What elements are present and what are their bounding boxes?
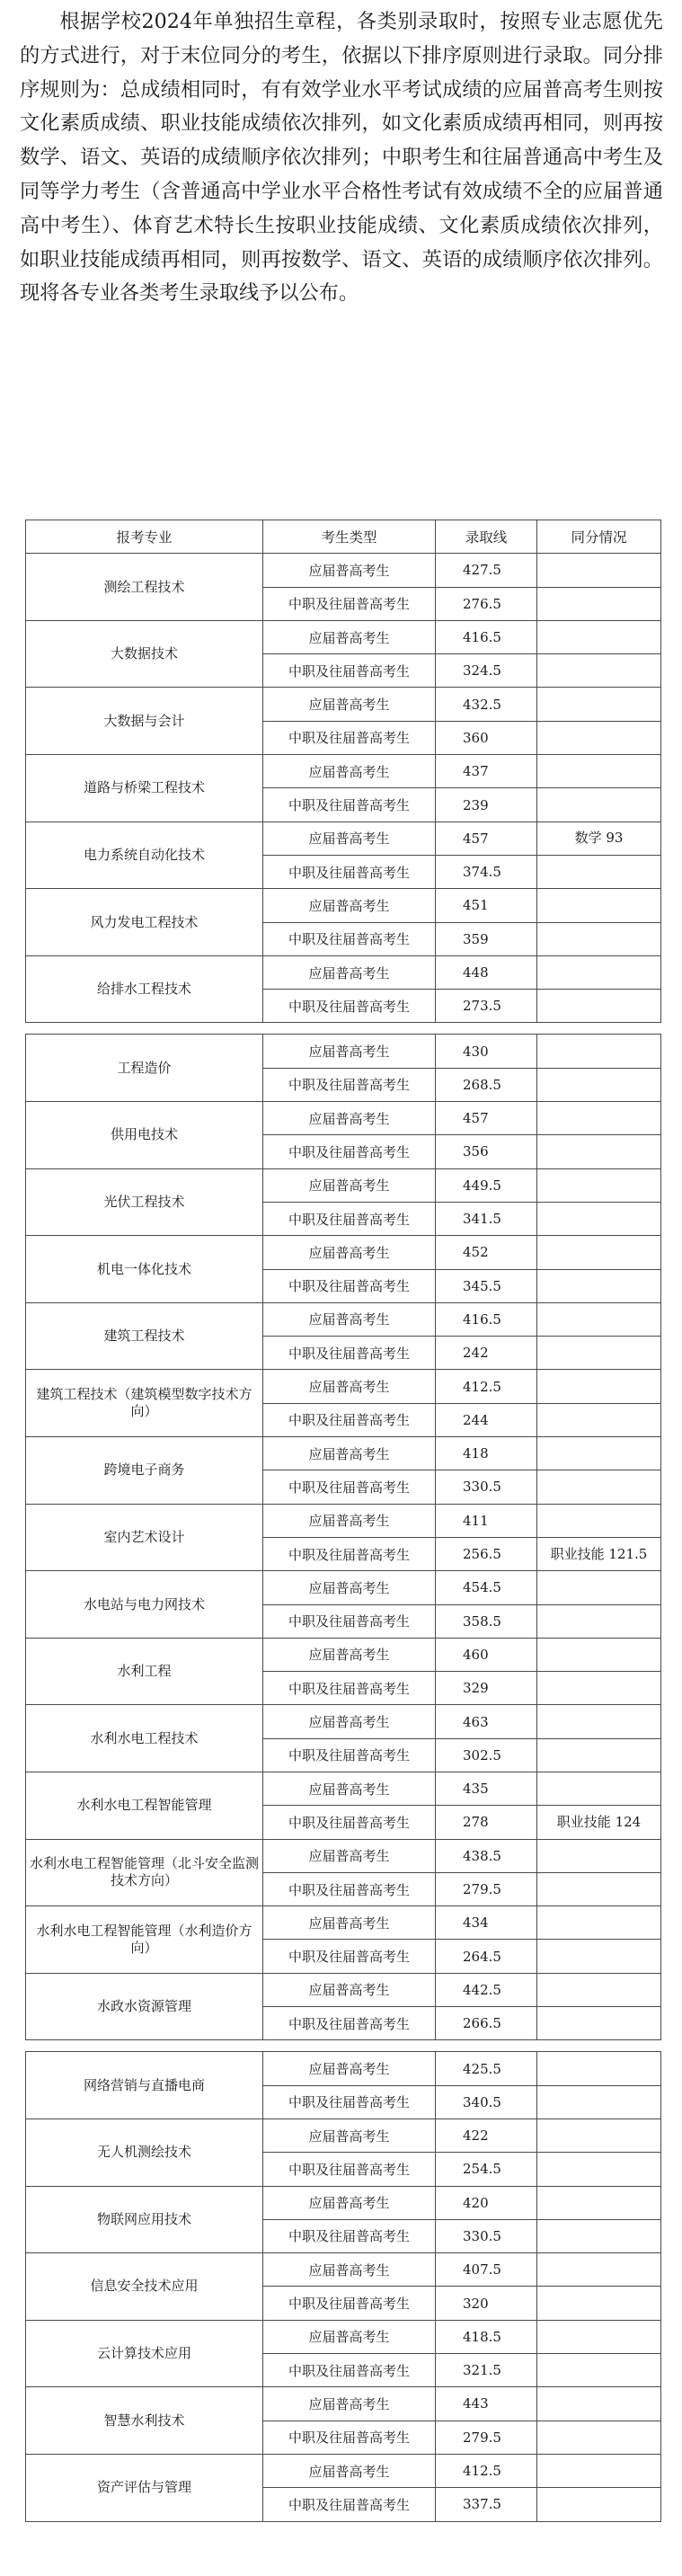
table-row (26, 1035, 661, 1068)
table-row (26, 620, 661, 653)
cutoff-score-cell: 256.5 (436, 1537, 537, 1570)
tie-info-cell (537, 1202, 661, 1235)
cutoff-score-cell: 451 (436, 889, 537, 922)
tie-info-cell (537, 2153, 661, 2186)
candidate-type-cell: 应届普高考生 (263, 2052, 436, 2085)
table-row (26, 755, 661, 788)
candidate-type-cell: 中职及往届普高考生 (263, 721, 436, 754)
tie-info-cell (537, 1168, 661, 1202)
table-row (26, 2454, 661, 2487)
cutoff-score-cell: 411 (436, 1504, 537, 1537)
table-row (26, 2186, 661, 2219)
cutoff-score-cell: 412.5 (436, 2454, 537, 2487)
cutoff-score-cell: 460 (436, 1638, 537, 1671)
cutoff-score-cell: 359 (436, 922, 537, 955)
table-row (26, 2320, 661, 2353)
tie-info-cell (537, 1370, 661, 1403)
cutoff-score-cell: 264.5 (436, 1940, 537, 1973)
gap-cell (537, 2040, 661, 2052)
candidate-type-cell: 中职及往届普高考生 (263, 587, 436, 620)
table-row (26, 1772, 661, 1805)
cutoff-score-cell: 268.5 (436, 1068, 537, 1101)
cutoff-score-cell: 407.5 (436, 2253, 537, 2287)
cutoff-score-cell: 449.5 (436, 1168, 537, 1202)
cutoff-score-cell: 454.5 (436, 1571, 537, 1604)
tie-info-cell (537, 1269, 661, 1302)
cutoff-score-cell: 341.5 (436, 1202, 537, 1235)
table-row (26, 1236, 661, 1269)
major-name-cell: 水利水电工程智能管理 (26, 1772, 263, 1839)
tie-info-cell (537, 2119, 661, 2152)
candidate-type-cell: 中职及往届普高考生 (263, 1604, 436, 1638)
table-row (26, 1705, 661, 1738)
intro-paragraph: 根据学校2024年单独招生章程，各类别录取时，按照专业志愿优先的方式进行，对于末位同分的考生，依据以下排序原则进行录取。同分排序规则为：总成绩相同时，有有效学业水平考试成绩的应届普高考生则按文化素质成绩、职业技能成绩依次排列，如文化素质成绩再相同，则再按数学、语文、英语的成绩顺序依次排列；中职考生和往届普通高中考生及同等学力考生（含普通高中学业水平合格性考试有效成绩不全的应届普通高中考生）、体育艺术特长生按职业技能成绩、文化素质成绩依次排列，如职业技能成绩再相同，则再按数学、语文、英语的成绩顺序依次排列。现将各专业各类考生录取线予以公布。 (20, 10, 663, 306)
table-row (26, 1168, 661, 1202)
candidate-type-cell: 应届普高考生 (263, 554, 436, 587)
cutoff-score-cell: 266.5 (436, 2007, 537, 2040)
gap-cell (436, 2040, 537, 2052)
tie-info-cell (537, 587, 661, 620)
tie-info-cell (537, 688, 661, 721)
tie-info-cell (537, 955, 661, 989)
candidate-type-cell: 应届普高考生 (263, 1035, 436, 1068)
cutoff-score-cell: 412.5 (436, 1370, 537, 1403)
tie-info-cell (537, 2219, 661, 2252)
major-name-cell: 道路与桥梁工程技术 (26, 755, 263, 822)
tie-info-cell (537, 554, 661, 587)
tie-info-cell (537, 1102, 661, 1135)
candidate-type-cell: 中职及往届普高考生 (263, 1738, 436, 1772)
candidate-type-cell: 中职及往届普高考生 (263, 1672, 436, 1705)
major-name-cell: 建筑工程技术 (26, 1302, 263, 1370)
gap-cell (26, 2040, 263, 2052)
table-row (26, 1906, 661, 1940)
cutoff-score-cell: 443 (436, 2387, 537, 2421)
major-name-cell: 大数据与会计 (26, 688, 263, 755)
tie-info-cell (537, 2488, 661, 2521)
tie-info-cell (537, 1403, 661, 1436)
table-row (26, 688, 661, 721)
cutoff-score-cell: 244 (436, 1403, 537, 1436)
candidate-type-cell: 应届普高考生 (263, 1437, 436, 1470)
candidate-type-cell: 应届普高考生 (263, 2119, 436, 2152)
candidate-type-cell: 中职及往届普高考生 (263, 2219, 436, 2252)
tie-info-cell (537, 1571, 661, 1604)
candidate-type-cell: 中职及往届普高考生 (263, 2488, 436, 2521)
table-row (26, 822, 661, 855)
tie-info-cell (537, 2354, 661, 2387)
major-name-cell: 网络营销与直播电商 (26, 2052, 263, 2119)
tie-info-cell (537, 1705, 661, 1738)
candidate-type-cell: 应届普高考生 (263, 955, 436, 989)
table-section-gap (26, 1023, 661, 1035)
cutoff-score-cell: 330.5 (436, 2219, 537, 2252)
candidate-type-cell: 应届普高考生 (263, 1571, 436, 1604)
table-row (26, 1437, 661, 1470)
cutoff-score-cell: 279.5 (436, 1872, 537, 1905)
cutoff-score-cell: 320 (436, 2287, 537, 2320)
major-name-cell: 水利水电工程智能管理（北斗安全监测技术方向） (26, 1839, 263, 1906)
cutoff-score-cell: 430 (436, 1035, 537, 1068)
candidate-type-cell: 中职及往届普高考生 (263, 2287, 436, 2320)
cutoff-score-cell: 302.5 (436, 1738, 537, 1772)
candidate-type-cell: 应届普高考生 (263, 889, 436, 922)
cutoff-score-cell: 438.5 (436, 1839, 537, 1872)
major-name-cell: 水政水资源管理 (26, 1973, 263, 2040)
candidate-type-cell: 中职及往届普高考生 (263, 990, 436, 1023)
cutoff-score-cell: 278 (436, 1806, 537, 1839)
major-name-cell: 云计算技术应用 (26, 2320, 263, 2387)
major-name-cell: 光伏工程技术 (26, 1168, 263, 1236)
candidate-type-cell: 应届普高考生 (263, 2454, 436, 2487)
table-body (26, 554, 661, 2521)
major-name-cell: 给排水工程技术 (26, 955, 263, 1023)
candidate-type-cell: 中职及往届普高考生 (263, 1537, 436, 1570)
candidate-type-cell: 中职及往届普高考生 (263, 2007, 436, 2040)
tie-info-cell (537, 2454, 661, 2487)
tie-info-cell: 职业技能 121.5 (537, 1537, 661, 1570)
tie-info-cell (537, 1772, 661, 1805)
major-name-cell: 智慧水利技术 (26, 2387, 263, 2455)
candidate-type-cell: 应届普高考生 (263, 822, 436, 855)
tie-info-cell (537, 1906, 661, 1940)
cutoff-score-cell: 329 (436, 1672, 537, 1705)
tie-info-cell (537, 1236, 661, 1269)
admission-score-table-wrapper (25, 520, 660, 2522)
major-name-cell: 水利水电工程智能管理（水利造价方向） (26, 1906, 263, 1974)
candidate-type-cell: 中职及往届普高考生 (263, 922, 436, 955)
cutoff-score-cell: 418.5 (436, 2320, 537, 2353)
tie-info-cell (537, 1940, 661, 1973)
tie-info-cell (537, 721, 661, 754)
tie-info-cell (537, 654, 661, 688)
tie-info-cell (537, 1672, 661, 1705)
cutoff-score-cell: 432.5 (436, 688, 537, 721)
table-row (26, 2119, 661, 2152)
header-tie-info: 同分情况 (537, 520, 661, 554)
table-header-row (26, 520, 661, 554)
candidate-type-cell: 中职及往届普高考生 (263, 2421, 436, 2454)
cutoff-score-cell: 463 (436, 1705, 537, 1738)
table-row (26, 1638, 661, 1671)
tie-info-cell (537, 2007, 661, 2040)
header-cutoff-score: 录取线 (436, 520, 537, 554)
candidate-type-cell: 中职及往届普高考生 (263, 1135, 436, 1168)
gap-cell (436, 1023, 537, 1035)
candidate-type-cell: 中职及往届普高考生 (263, 788, 436, 822)
tie-info-cell (537, 2387, 661, 2421)
cutoff-score-cell: 448 (436, 955, 537, 989)
cutoff-score-cell: 416.5 (436, 1302, 537, 1336)
cutoff-score-cell: 254.5 (436, 2153, 537, 2186)
tie-info-cell (537, 1470, 661, 1504)
tie-info-cell (537, 2421, 661, 2454)
tie-info-cell: 职业技能 124 (537, 1806, 661, 1839)
candidate-type-cell: 中职及往届普高考生 (263, 1872, 436, 1905)
tie-info-cell (537, 990, 661, 1023)
major-name-cell: 跨境电子商务 (26, 1437, 263, 1505)
cutoff-score-cell: 340.5 (436, 2085, 537, 2119)
major-name-cell: 工程造价 (26, 1035, 263, 1102)
candidate-type-cell: 应届普高考生 (263, 1370, 436, 1403)
header-major: 报考专业 (26, 520, 263, 554)
major-name-cell: 电力系统自动化技术 (26, 822, 263, 889)
major-name-cell: 无人机测绘技术 (26, 2119, 263, 2186)
candidate-type-cell: 中职及往届普高考生 (263, 1202, 436, 1235)
cutoff-score-cell: 324.5 (436, 654, 537, 688)
candidate-type-cell: 应届普高考生 (263, 1906, 436, 1940)
tie-info-cell (537, 1839, 661, 1872)
candidate-type-cell: 中职及往届普高考生 (263, 1403, 436, 1436)
admission-score-table (25, 520, 661, 2522)
cutoff-score-cell: 442.5 (436, 1973, 537, 2006)
tie-info-cell (537, 922, 661, 955)
tie-info-cell (537, 1437, 661, 1470)
tie-info-cell (537, 620, 661, 653)
tie-info-cell (537, 755, 661, 788)
major-name-cell: 水利工程 (26, 1638, 263, 1705)
cutoff-score-cell: 435 (436, 1772, 537, 1805)
cutoff-score-cell: 273.5 (436, 990, 537, 1023)
tie-info-cell (537, 855, 661, 888)
candidate-type-cell: 中职及往届普高考生 (263, 1470, 436, 1504)
major-name-cell: 信息安全技术应用 (26, 2253, 263, 2321)
candidate-type-cell: 中职及往届普高考生 (263, 1337, 436, 1370)
candidate-type-cell: 中职及往届普高考生 (263, 1068, 436, 1101)
cutoff-score-cell: 434 (436, 1906, 537, 1940)
cutoff-score-cell: 452 (436, 1236, 537, 1269)
cutoff-score-cell: 416.5 (436, 620, 537, 653)
candidate-type-cell: 应届普高考生 (263, 1839, 436, 1872)
candidate-type-cell: 应届普高考生 (263, 620, 436, 653)
tie-info-cell (537, 1068, 661, 1101)
candidate-type-cell: 应届普高考生 (263, 1973, 436, 2006)
major-name-cell: 建筑工程技术（建筑模型数字技术方向） (26, 1370, 263, 1437)
major-name-cell: 物联网应用技术 (26, 2186, 263, 2253)
table-row (26, 2253, 661, 2287)
candidate-type-cell: 应届普高考生 (263, 2186, 436, 2219)
table-row (26, 1102, 661, 1135)
gap-cell (263, 2040, 436, 2052)
candidate-type-cell: 中职及往届普高考生 (263, 1269, 436, 1302)
cutoff-score-cell: 321.5 (436, 2354, 537, 2387)
cutoff-score-cell: 330.5 (436, 1470, 537, 1504)
table-row (26, 2052, 661, 2085)
tie-info-cell (537, 788, 661, 822)
tie-info-cell (537, 2052, 661, 2085)
gap-cell (26, 1023, 263, 1035)
tie-info-cell (537, 1973, 661, 2006)
cutoff-score-cell: 242 (436, 1337, 537, 1370)
candidate-type-cell: 应届普高考生 (263, 1638, 436, 1671)
table-row (26, 1839, 661, 1872)
major-name-cell: 风力发电工程技术 (26, 889, 263, 956)
table-row (26, 1370, 661, 1403)
cutoff-score-cell: 374.5 (436, 855, 537, 888)
candidate-type-cell: 中职及往届普高考生 (263, 654, 436, 688)
gap-cell (537, 1023, 661, 1035)
table-section-gap (26, 2040, 661, 2052)
tie-info-cell (537, 1135, 661, 1168)
candidate-type-cell: 应届普高考生 (263, 1705, 436, 1738)
table-row (26, 1504, 661, 1537)
major-name-cell: 测绘工程技术 (26, 554, 263, 621)
major-name-cell: 水电站与电力网技术 (26, 1571, 263, 1639)
candidate-type-cell: 中职及往届普高考生 (263, 1806, 436, 1839)
cutoff-score-cell: 427.5 (436, 554, 537, 587)
major-name-cell: 室内艺术设计 (26, 1504, 263, 1571)
candidate-type-cell: 应届普高考生 (263, 755, 436, 788)
cutoff-score-cell: 437 (436, 755, 537, 788)
tie-info-cell (537, 1035, 661, 1068)
candidate-type-cell: 应届普高考生 (263, 2253, 436, 2287)
tie-info-cell (537, 1337, 661, 1370)
cutoff-score-cell: 420 (436, 2186, 537, 2219)
table-row (26, 1973, 661, 2006)
candidate-type-cell: 中职及往届普高考生 (263, 855, 436, 888)
cutoff-score-cell: 360 (436, 721, 537, 754)
cutoff-score-cell: 422 (436, 2119, 537, 2152)
cutoff-score-cell: 345.5 (436, 1269, 537, 1302)
candidate-type-cell: 应届普高考生 (263, 688, 436, 721)
candidate-type-cell: 中职及往届普高考生 (263, 2085, 436, 2119)
major-name-cell: 供用电技术 (26, 1102, 263, 1169)
table-row (26, 2387, 661, 2421)
tie-info-cell (537, 1504, 661, 1537)
candidate-type-cell: 应届普高考生 (263, 1302, 436, 1336)
header-candidate-type: 考生类型 (263, 520, 436, 554)
tie-info-cell (537, 1302, 661, 1336)
cutoff-score-cell: 457 (436, 822, 537, 855)
cutoff-score-cell: 279.5 (436, 2421, 537, 2454)
tie-info-cell (537, 1638, 661, 1671)
tie-info-cell (537, 1872, 661, 1905)
tie-info-cell (537, 2186, 661, 2219)
major-name-cell: 机电一体化技术 (26, 1236, 263, 1303)
candidate-type-cell: 应届普高考生 (263, 1168, 436, 1202)
major-name-cell: 大数据技术 (26, 620, 263, 688)
table-row (26, 1571, 661, 1604)
tie-info-cell (537, 2085, 661, 2119)
candidate-type-cell: 中职及往届普高考生 (263, 1940, 436, 1973)
cutoff-score-cell: 356 (436, 1135, 537, 1168)
cutoff-score-cell: 418 (436, 1437, 537, 1470)
cutoff-score-cell: 239 (436, 788, 537, 822)
tie-info-cell: 数学 93 (537, 822, 661, 855)
cutoff-score-cell: 276.5 (436, 587, 537, 620)
candidate-type-cell: 应届普高考生 (263, 2320, 436, 2353)
candidate-type-cell: 应届普高考生 (263, 1236, 436, 1269)
gap-cell (263, 1023, 436, 1035)
table-row (26, 955, 661, 989)
tie-info-cell (537, 2320, 661, 2353)
major-name-cell: 水利水电工程技术 (26, 1705, 263, 1772)
candidate-type-cell: 应届普高考生 (263, 1102, 436, 1135)
tie-info-cell (537, 2287, 661, 2320)
candidate-type-cell: 中职及往届普高考生 (263, 2354, 436, 2387)
candidate-type-cell: 应届普高考生 (263, 1772, 436, 1805)
table-row (26, 889, 661, 922)
candidate-type-cell: 应届普高考生 (263, 2387, 436, 2421)
cutoff-score-cell: 457 (436, 1102, 537, 1135)
table-row (26, 554, 661, 587)
tie-info-cell (537, 1738, 661, 1772)
tie-info-cell (537, 1604, 661, 1638)
candidate-type-cell: 应届普高考生 (263, 1504, 436, 1537)
tie-info-cell (537, 889, 661, 922)
candidate-type-cell: 中职及往届普高考生 (263, 2153, 436, 2186)
table-row (26, 1302, 661, 1336)
cutoff-score-cell: 358.5 (436, 1604, 537, 1638)
cutoff-score-cell: 425.5 (436, 2052, 537, 2085)
cutoff-score-cell: 337.5 (436, 2488, 537, 2521)
tie-info-cell (537, 2253, 661, 2287)
major-name-cell: 资产评估与管理 (26, 2454, 263, 2521)
